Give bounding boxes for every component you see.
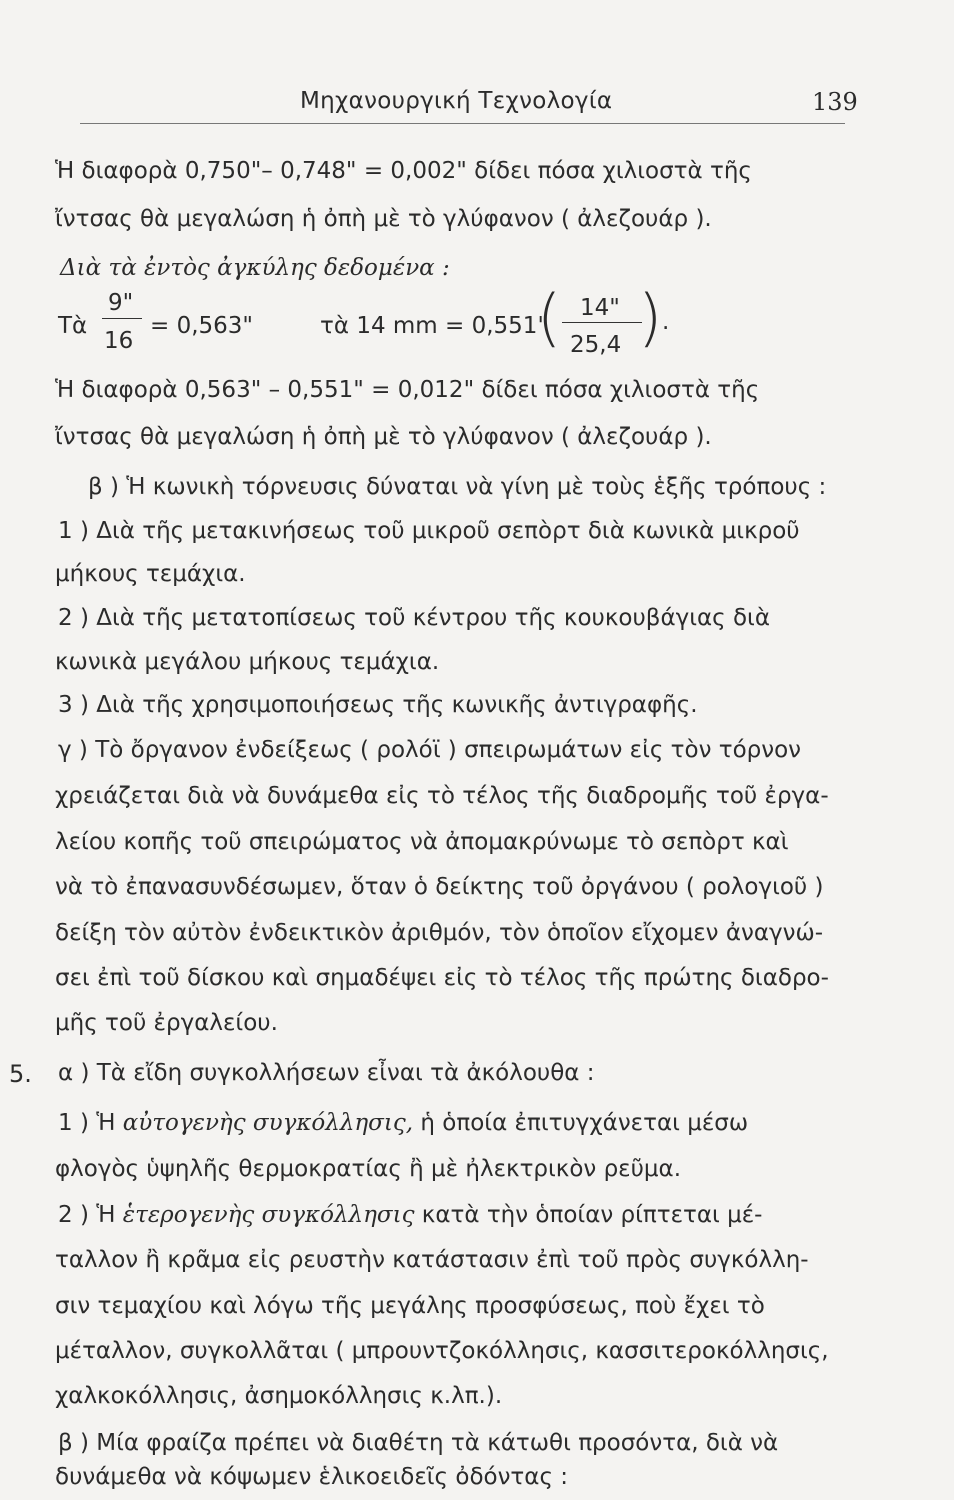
text-line: Ἡ διαφορὰ 0,563" – 0,551" = 0,012" δίδει πόσα χιλιοστὰ τῆς — [55, 377, 760, 403]
text-line: α ) Τὰ εἴδη συγκολλήσεων εἶναι τὰ ἀκόλουθα : — [58, 1060, 595, 1086]
text-line: μέταλλον, συγκολλᾶται ( μπρουντζοκόλλησις, κασσιτεροκόλλησις, — [55, 1338, 829, 1364]
formula-conversion: τὰ 14 mm = 0,551" — [320, 313, 549, 339]
fraction-numerator: 9" — [108, 290, 134, 316]
fraction-bar — [102, 318, 142, 319]
text-line: 3 ) Διὰ τῆς χρησιμοποιήσεως τῆς κωνικῆς ἀντιγραφῆς. — [58, 692, 698, 718]
section-number: 5. — [9, 1060, 32, 1088]
text-line: νὰ τὸ ἐπανασυνδέσωμεν, ὅταν ὁ δείκτης τοῦ ὀργάνου ( ρολογιοῦ ) — [55, 874, 824, 900]
text-line: σιν τεμαχίου καὶ λόγω τῆς μεγάλης προσφύσεως, ποὺ ἔχει τὸ — [55, 1293, 765, 1319]
text-line: β ) Ἡ κωνικὴ τόρνευσις δύναται νὰ γίνη μὲ τοὺς ἑξῆς τρόπους : — [88, 474, 827, 500]
fraction-denominator: 25,4 — [570, 332, 622, 358]
formula-period: . — [662, 309, 670, 335]
text-line: μήκους τεμάχια. — [55, 561, 246, 587]
fraction-numerator: 14" — [580, 295, 620, 321]
text-line: 1 ) Ἡ αὐτογενὴς συγκόλλησις, ἡ ὁποία ἐπιτυγχάνεται μέσω — [58, 1110, 749, 1136]
text-line: Ἡ διαφορὰ 0,750"– 0,748" = 0,002" δίδει πόσα χιλιοστὰ τῆς — [55, 158, 752, 184]
text-line: 2 ) Ἡ ἑτερογενὴς συγκόλλησις κατὰ τὴν ὁποίαν ρίπτεται μέ- — [58, 1202, 763, 1228]
italic-term: ἑτερογενὴς συγκόλλησις — [122, 1202, 415, 1228]
text-line: φλογὸς ὑψηλῆς θερμοκρατίας ἢ μὲ ἠλεκτρικὸν ρεῦμα. — [55, 1156, 682, 1182]
text-line: χαλκοκόλλησις, ἀσημοκόλλησις κ.λπ.). — [55, 1383, 503, 1409]
section-heading: Διὰ τὰ ἐντὸς ἀγκύλης δεδομένα : — [60, 255, 450, 281]
text-line: γ ) Τὸ ὄργανον ἐνδείξεως ( ρολόϊ ) σπειρωμάτων εἰς τὸν τόρνον — [58, 737, 802, 763]
text-line: 2 ) Διὰ τῆς μετατοπίσεως τοῦ κέντρου τῆς κουκουβάγιας διὰ — [58, 605, 770, 631]
text-line: ἴντσας θὰ μεγαλώση ἡ ὀπὴ μὲ τὸ γλύφανον ( ἀλεζουάρ ). — [55, 424, 712, 450]
text-line: δυνάμεθα νὰ κόψωμεν ἑλικοειδεῖς ὀδόντας : — [55, 1464, 568, 1490]
fraction-bar — [562, 322, 642, 323]
text-line: ἴντσας θὰ μεγαλώση ἡ ὀπὴ μὲ τὸ γλύφανον ( ἀλεζουάρ ). — [55, 206, 712, 232]
left-parenthesis: ( — [537, 281, 562, 354]
fraction-denominator: 16 — [104, 328, 134, 354]
text-line: σει ἐπὶ τοῦ δίσκου καὶ σημαδέψει εἰς τὸ τέλος τῆς πρώτης διαδρο- — [55, 965, 829, 991]
formula-prefix: Τὰ — [58, 313, 88, 339]
text-line: β ) Μία φραίζα πρέπει νὰ διαθέτη τὰ κάτωθι προσόντα, διὰ νὰ — [58, 1430, 779, 1456]
text-line: λείου κοπῆς τοῦ σπειρώματος νὰ ἀπομακρύνωμε τὸ σεπὸρτ καὶ — [55, 829, 789, 855]
text-line: κωνικὰ μεγάλου μήκους τεμάχια. — [55, 649, 440, 675]
text-line: μῆς τοῦ ἐργαλείου. — [55, 1010, 278, 1036]
text-line: δείξη τὸν αὐτὸν ἐνδεικτικὸν ἀριθμόν, τὸν ὁποῖον εἴχομεν ἀναγνώ- — [55, 920, 824, 946]
running-header: Μηχανουργική Τεχνολογία — [300, 88, 613, 114]
formula-result: = 0,563" — [150, 313, 254, 339]
text-line: ταλλον ἢ κρᾶμα εἰς ρευστὴν κατάστασιν ἐπὶ τοῦ πρὸς συγκόλλη- — [55, 1247, 809, 1273]
header-rule — [80, 123, 845, 124]
italic-term: αὐτογενὴς συγκόλλησις, — [122, 1110, 414, 1136]
right-parenthesis: ) — [638, 281, 663, 354]
text-line: 1 ) Διὰ τῆς μετακινήσεως τοῦ μικροῦ σεπὸρτ διὰ κωνικὰ μικροῦ — [58, 518, 800, 544]
text-line: χρειάζεται διὰ νὰ δυνάμεθα εἰς τὸ τέλος τῆς διαδρομῆς τοῦ ἐργα- — [55, 783, 829, 809]
page-number: 139 — [812, 88, 858, 116]
